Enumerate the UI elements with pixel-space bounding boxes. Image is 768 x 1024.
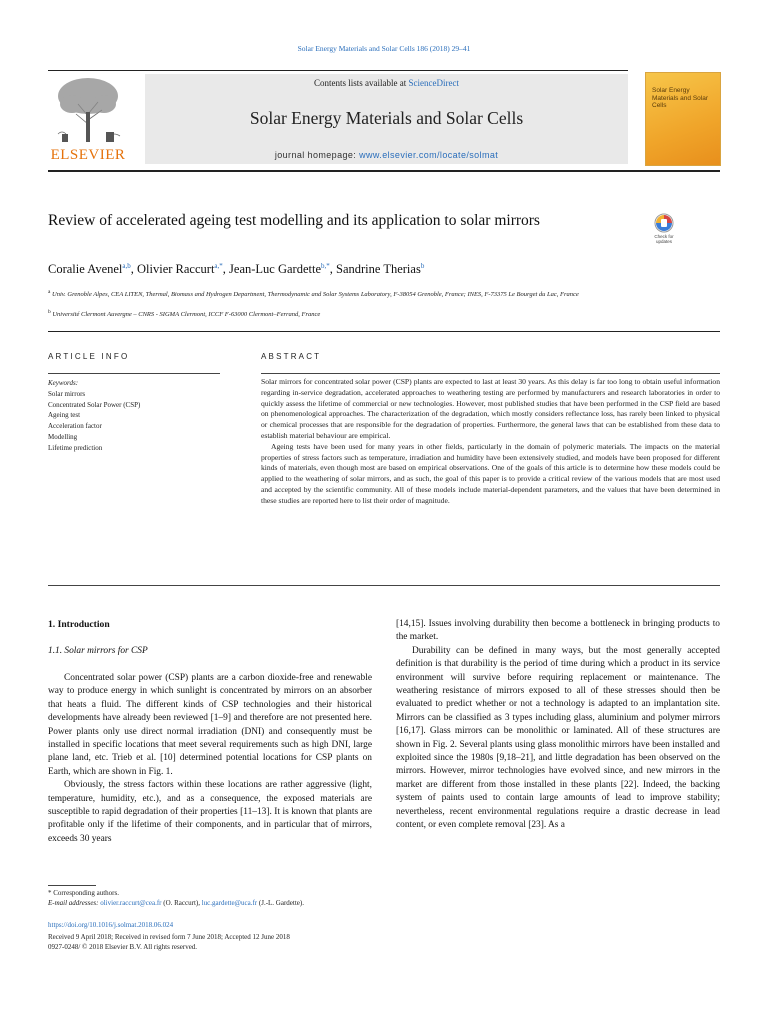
elsevier-logo[interactable] (48, 74, 128, 164)
abstract-heading: ABSTRACT (261, 352, 322, 361)
email-link[interactable]: olivier.raccurt@cea.fr (100, 899, 162, 907)
affiliation-mark: b (48, 309, 51, 315)
check-updates-label: Check for updates (654, 234, 674, 244)
author-name[interactable]: Coralie Avenel (48, 262, 123, 277)
body-paragraph: Obviously, the stress factors within these locations are rather aggressive (light, temperature, humidity, etc.), and as a consequence, the exposed materials are susceptible to rapid degradation of their properties [11–13]. It is known that plants are profitable only if the lifetime of their components, and in particular that of mirrors, exceeds 30 years (48, 780, 372, 844)
body-column-left (48, 672, 372, 846)
article-info-heading: ARTICLE INFO (48, 352, 130, 361)
keyword-item: Modelling (48, 432, 78, 441)
keyword-item: Solar mirrors (48, 389, 86, 398)
email-addresses (48, 898, 648, 908)
body-column-right (396, 618, 720, 833)
homepage-prefix: journal homepage: (274, 150, 360, 160)
author-name[interactable]: Sandrine Therias (336, 262, 421, 277)
journal-homepage-link[interactable]: www.elsevier.com/locate/solmat (359, 150, 499, 160)
author-list: Coralie Avenel$^{a,b}$, Olivier Raccurt$^{a,*}$, Jean-Luc Gardette$^{b,*}$, Sandrine Therias$^b$ (48, 262, 425, 277)
keywords-label: Keywords: (48, 379, 79, 387)
author-affiliation-mark[interactable]: a,b (122, 262, 131, 270)
abstract-rule (261, 373, 720, 374)
body-paragraph: [14,15]. Issues involving durability then become a bottleneck in bringing products to the market. (396, 619, 720, 643)
journal-homepage-line (145, 150, 628, 160)
check-for-updates-badge[interactable] (646, 212, 682, 250)
copyright-line: 0927-0248/ © 2018 Elsevier B.V. All rights reserved. (48, 943, 198, 951)
author-affiliation-mark[interactable]: a,* (214, 262, 223, 270)
journal-title: Solar Energy Materials and Solar Cells (249, 108, 524, 128)
article-info-rule (48, 373, 220, 374)
sciencedirect-link[interactable]: ScienceDirect (408, 78, 459, 88)
abstract-text (261, 377, 720, 507)
elsevier-tree-icon (48, 74, 128, 144)
subsection-heading: 1.1. Solar mirrors for CSP (48, 646, 148, 656)
cover-title: Solar Energy Materials and Solar Cells (652, 87, 708, 109)
footnote-rule (48, 885, 96, 886)
header-top-rule (48, 70, 628, 71)
elsevier-wordmark: ELSEVIER (50, 147, 126, 163)
affiliation-text: Univ. Grenoble Alpes, CEA LITEN, Thermal, Biomass and Hydrogen Department, Thermodynamic and Solar Systems Laboratory, F-38054 Grenoble, France; INES, F-73375 Le Bourget du Lac, France (52, 291, 579, 299)
author-name[interactable]: Jean-Luc Gardette (229, 262, 321, 277)
author-affiliation-mark[interactable]: b,* (321, 262, 330, 270)
keywords-block (48, 378, 220, 454)
contents-available-line (145, 78, 628, 88)
keyword-item: Concentrated Solar Power (CSP) (48, 400, 141, 409)
affiliation-mark: a (48, 289, 51, 295)
abstract-paragraph: Solar mirrors for concentrated solar power (CSP) plants are expected to last at least 30 years. As this delay is far too long to obtain useful information regarding in-service degradation, accelerated approaches to weathering testing are performed by manufacturers and research laboratories in order to quickly assess the lifetime of commercial or new technologies. However, most published studies that have been performed in the CSP field are based on phenomenological approaches. The characterization of the degradation, which mostly considers reflectance loss, has rarely been linked to physical or chemical processes that are responsible for the degradation of properties. Furthermore, the general laws that can be established from these data to establish material behaviour are empirical. (261, 377, 720, 440)
affiliation-b (48, 308, 648, 319)
body-paragraph: Concentrated solar power (CSP) plants are a carbon dioxide-free and renewable way to produce energy in which sunlight is concentrated by mirrors on an absorber that heats a fluid. The different kinds of CSP technologies and their historical developments have already been reviewed [1–9] and therefore are not presented here. Power plants only use direct normal irradiation (DNI) and consequently must be installed in specific locations that meet several requirements such as high DNI, large plane land, etc. Trieb et al. [10] determined potential locations for CSP plants on Earth, which are shown in Fig. 1. (48, 673, 372, 777)
journal-cover-image[interactable] (645, 72, 721, 166)
check-updates-icon (646, 212, 682, 234)
contents-prefix: Contents lists available at (314, 78, 409, 88)
affiliation-text: Université Clermont Auvergne – CNRS - SIGMA Clermont, ICCF F-63000 Clermont–Ferrand, France (52, 311, 321, 319)
email-owner: (J.-L. Gardette). (257, 899, 304, 907)
doi-link[interactable]: https://doi.org/10.1016/j.solmat.2018.06.024 (48, 921, 174, 929)
abstract-paragraph: Ageing tests have been used for many years in other fields, particularly in the domain of polymeric materials. The impacts on the material properties of stress factors such as temperature, irradiation and humidity have been extensively studied, and models have been proposed for different kinds of materials, even though most are based on empirical observations. One of the goals of this article is to determine how these models could be applied to the weathering of solar mirrors, and as such, the goal of this paper is to provide a critical review of the various models that are most used and accepted by the scientific community. All of these models include material-dependent parameters, and the values that have been determined in these studies are reported here to list their order of magnitude. (261, 441, 720, 505)
section-rule (48, 331, 720, 332)
footnote (48, 888, 648, 908)
introduction-heading: 1. Introduction (48, 619, 110, 630)
abstract-bottom-rule (48, 585, 720, 586)
keyword-item: Lifetime prediction (48, 443, 103, 452)
email-owner: (O. Raccurt), (161, 899, 202, 907)
journal-reference-link[interactable]: Solar Energy Materials and Solar Cells 186 (2018) 29–41 (297, 44, 471, 53)
author-name[interactable]: Olivier Raccurt (137, 262, 215, 277)
email-label: E-mail addresses: (48, 899, 101, 907)
header-bottom-rule (48, 170, 720, 172)
keyword-item: Ageing test (48, 411, 81, 420)
author-affiliation-mark[interactable]: b (420, 262, 425, 270)
corresponding-authors-note: * Corresponding authors. (48, 889, 119, 897)
keyword-item: Acceleration factor (48, 422, 102, 431)
received-dates: Received 9 April 2018; Received in revised form 7 June 2018; Accepted 12 June 2018 (48, 933, 290, 941)
article-title: Review of accelerated ageing test modelling and its application to solar mirrors (48, 212, 540, 229)
affiliation-a (48, 288, 648, 299)
email-link[interactable]: luc.gardette@uca.fr (201, 899, 258, 907)
body-paragraph: Durability can be defined in many ways, but the most generally accepted definition is that durability is the period of time during which a product in its service environment will survive before requiring replacement or maintenance. The weathering resistance of mirrors exposed to all of these stresses should then be evaluated to predict whether or not a technology is adapted to an implantation site. Mirrors can be classified as 3 types including glass, aluminium and polymer mirrors [16,17]. Glass mirrors can be monolithic or laminated. All of these structures are shown in Fig. 2. Several plants using glass monolithic mirrors have been installed and exploited since the 1980s [9,18–21], and little degradation has been observed on the mirrors. However, mirror technologies have evolved since, and new mirrors in the market are different from those installed in these plants [22]. Indeed, the backing system of paints used to contain large amounts of lead to improve stability; nevertheless, recent environmental regulations require a drastic decrease in lead content, or even complete removal [23]. As a (396, 645, 720, 831)
